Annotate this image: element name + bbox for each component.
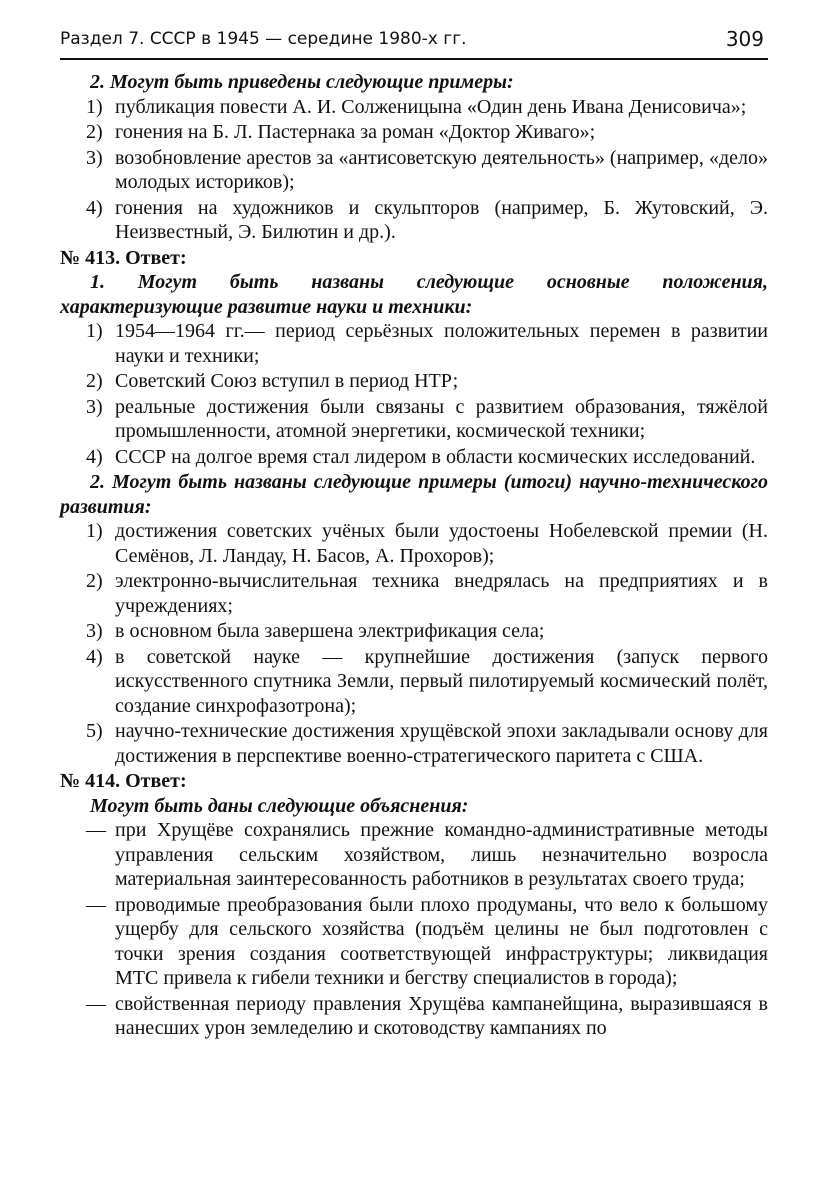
list-item — [60, 146, 768, 195]
list-text: реальные достижения были связаны с развитием образования, тяжёлой промышленности, атомной энергетики, космической техники; — [115, 395, 768, 442]
list-marker: 1) — [86, 320, 103, 342]
list-marker: 2) — [86, 570, 103, 592]
list-text: Советский Союз вступил в период НТР; — [115, 370, 459, 392]
list-item — [60, 196, 768, 245]
answer-414-heading: Могут быть даны следующие объяснения: — [90, 794, 469, 817]
answer-414-list — [60, 818, 768, 1041]
list-marker: 3) — [86, 146, 103, 169]
list-marker: — — [86, 819, 106, 841]
list-marker: — — [86, 893, 106, 916]
list-marker: — — [86, 992, 106, 1015]
list-item — [60, 818, 768, 892]
page-body — [60, 70, 768, 1042]
list-item — [60, 719, 768, 768]
list-text: в советской науке — крупнейшие достижения (запуск первого искусственного спутника Земли, первый пилотируемый космический полёт, создание синхрофазотрона); — [115, 645, 768, 717]
list-marker: 4) — [86, 645, 103, 668]
section-412-list — [60, 95, 768, 245]
list-text: гонения на Б. Л. Пастернака за роман «Доктор Живаго»; — [115, 121, 596, 143]
list-text: публикация повести А. И. Солженицына «Один день Ивана Денисовича»; — [115, 95, 747, 118]
list-text: 1954—1964 гг.— период серьёзных положительных перемен в развитии науки и техники; — [115, 320, 768, 367]
list-text: возобновление арестов за «антисоветскую деятельность» (например, «дело» молодых историков); — [115, 146, 768, 193]
list-text: научно-технические достижения хрущёвской эпохи закладывали основу для достижения в перспективе военно-стратегического паритета с США. — [115, 720, 768, 767]
list-item — [60, 369, 768, 394]
answer-413-part2-list — [60, 519, 768, 768]
list-text: проводимые преобразования были плохо продуманы, что вело к большому ущербу для сельского хозяйства (подъём целины не был подготовлен с точки зрения создания соответствующей инфраструктуры; ликвидация МТС привела к гибели техники и бегству специалистов в города); — [115, 893, 768, 989]
running-title: Раздел 7. СССР в 1945 — середине 1980-х гг. — [60, 29, 467, 49]
list-item — [60, 95, 768, 120]
list-item — [60, 569, 768, 618]
page-header — [60, 28, 768, 60]
list-item — [60, 395, 768, 444]
list-text: свойственная периоду правления Хрущёва кампанейщина, выразившаяся в нанесших урон земледелию и скотоводству кампаниях по — [115, 992, 768, 1039]
list-marker: 3) — [86, 395, 103, 418]
answer-413-part1-list — [60, 319, 768, 469]
list-item — [60, 120, 768, 145]
list-text: гонения на художников и скульпторов (например, Б. Жутовский, Э. Неизвестный, Э. Билютин и др.). — [115, 196, 768, 243]
answer-414-label: № 414. Ответ: — [60, 770, 187, 792]
list-text: при Хрущёве сохранялись прежние командно-административные методы управления сельским хозяйством, лишь незначительно возросла материальная заинтересованность работников в результатах своего труда; — [115, 819, 768, 890]
list-text: достижения советских учёных были удостоены Нобелевской премии (Н. Семёнов, Л. Ландау, Н. Басов, А. Прохоров); — [115, 520, 768, 567]
list-text: в основном была завершена электрификация села; — [115, 620, 545, 642]
answer-413-part2-heading: 2. Могут быть названы следующие примеры (итоги) научно-технического развития: — [60, 471, 768, 518]
section-412-heading: 2. Могут быть приведены следующие примеры: — [90, 71, 514, 93]
list-item — [60, 893, 768, 991]
list-item — [60, 319, 768, 368]
list-text: электронно-вычислительная техника внедрялась на предприятиях и в учреждениях; — [115, 570, 768, 617]
answer-413-part1-heading: 1. Могут быть названы следующие основные положения, характеризующие развитие науки и техники: — [60, 271, 768, 318]
list-marker: 2) — [86, 370, 103, 392]
list-item — [60, 445, 768, 470]
list-item — [60, 645, 768, 719]
list-marker: 1) — [86, 520, 103, 542]
answer-413-label: № 413. Ответ: — [60, 246, 187, 269]
list-marker: 1) — [86, 95, 103, 118]
list-marker: 2) — [86, 121, 103, 143]
list-marker: 3) — [86, 620, 103, 642]
list-item — [60, 619, 768, 644]
list-marker: 5) — [86, 720, 103, 742]
list-marker: 4) — [86, 445, 103, 468]
list-item — [60, 519, 768, 568]
page-number: 309 — [725, 27, 764, 51]
list-item — [60, 992, 768, 1041]
list-text: СССР на долгое время стал лидером в области космических исследований. — [115, 445, 756, 468]
list-marker: 4) — [86, 196, 103, 219]
